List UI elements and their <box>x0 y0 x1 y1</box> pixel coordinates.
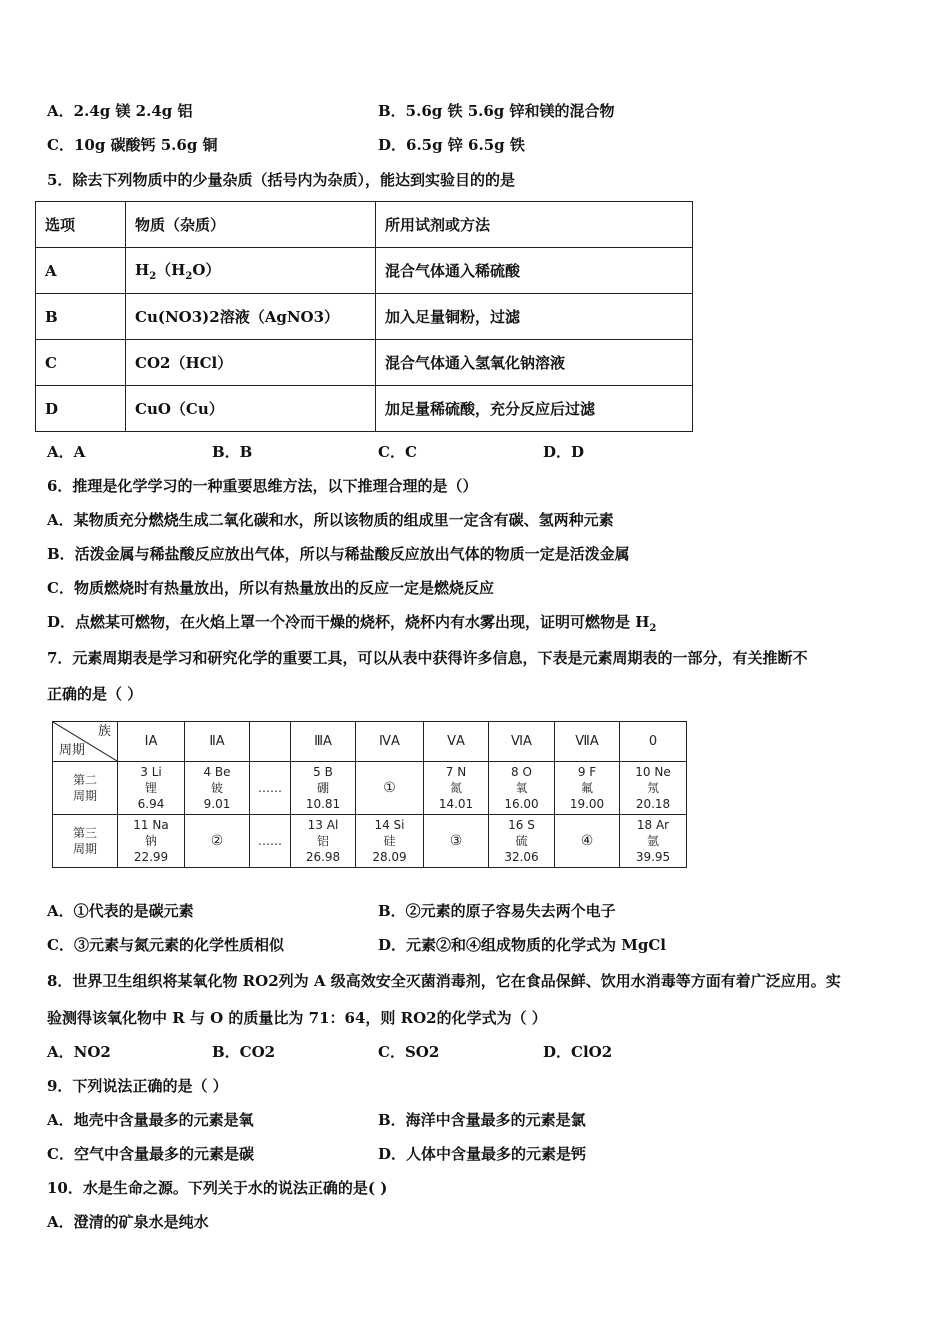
element-o: 8 O 氧 16.00 <box>489 762 555 815</box>
q5-row-c-method: 混合气体通入氢氧化钠溶液 <box>376 340 693 386</box>
group-gap <box>250 722 291 762</box>
q5-row-d-method: 加足量稀硫酸，充分反应后过滤 <box>376 386 693 432</box>
q5-row-d-option: D <box>36 386 126 432</box>
q7-option-c: C．③元素与氮元素的化学性质相似 <box>47 936 284 954</box>
q9-option-b: B．海洋中含量最多的元素是氯 <box>378 1111 586 1129</box>
element-na: 11 Na 钠 22.99 <box>118 815 185 868</box>
period-label: 周期 <box>59 743 86 758</box>
q8-option-d: D．ClO2 <box>543 1043 613 1061</box>
q5-row-c-substance: CO2（HCl） <box>126 340 376 386</box>
q5-answer-b: B．B <box>212 443 253 461</box>
q5-row-a-substance: $H_2(H_2O)$ <box>126 248 376 294</box>
q5-header-substance: 物质（杂质） <box>126 202 376 248</box>
q8-option-a: A．NO2 <box>47 1043 111 1061</box>
q5-answer-c: C．C <box>378 443 417 461</box>
q5-answer-a: A．A <box>47 443 86 461</box>
element-f: 9 F 氟 19.00 <box>555 762 620 815</box>
period-2-label: 第二 周期 <box>53 762 118 815</box>
q9-option-c: C．空气中含量最多的元素是碳 <box>47 1145 254 1163</box>
q7-option-a: A．①代表的是碳元素 <box>47 902 194 920</box>
group-0: 0 <box>620 722 687 762</box>
element-ar: 18 Ar 氩 39.95 <box>620 815 687 868</box>
q5-header-method: 所用试剂或方法 <box>376 202 693 248</box>
q6-option-b: B．活泼金属与稀盐酸反应放出气体，所以与稀盐酸反应放出气体的物质一定是活泼金属 <box>47 545 630 563</box>
element-be: 4 Be 铍 9.01 <box>185 762 250 815</box>
q7-stem-line2: 正确的是（ ） <box>47 685 143 703</box>
q5-row-c-option: C <box>36 340 126 386</box>
group-2a: ⅡA <box>185 722 250 762</box>
q5-table <box>35 201 693 432</box>
q4-option-b: B．5.6g 铁 5.6g 锌和镁的混合物 <box>378 102 615 120</box>
q9-option-a: A．地壳中含量最多的元素是氧 <box>47 1111 254 1129</box>
q5-row-b-option: B <box>36 294 126 340</box>
group-5a: ⅤA <box>424 722 489 762</box>
q6-option-d: D．点燃某可燃物，在火焰上罩一个冷而干燥的烧杯，烧杯内有水雾出现，证明可燃物是 $H_2$ <box>47 613 657 634</box>
q8-option-b: B．CO2 <box>212 1043 276 1061</box>
group-3a: ⅢA <box>291 722 356 762</box>
periodic-header-corner <box>53 722 118 762</box>
group-4a: ⅣA <box>356 722 424 762</box>
q5-row-b-method: 加入足量铜粉，过滤 <box>376 294 693 340</box>
group-1a: ⅠA <box>118 722 185 762</box>
q4-option-d: D．6.5g 锌 6.5g 铁 <box>378 136 525 154</box>
q5-row-b-substance: Cu(NO3)2溶液（AgNO3） <box>126 294 376 340</box>
element-mark-3: ③ <box>424 815 489 868</box>
element-s: 16 S 硫 32.06 <box>489 815 555 868</box>
q8-stem-line1: 8．世界卫生组织将某氧化物 RO2列为 A 级高效安全灭菌消毒剂，它在食品保鲜、饮用水消毒等方面有着广泛应用。实 <box>47 972 841 990</box>
q4-option-c: C．10g 碳酸钙 5.6g 铜 <box>47 136 218 154</box>
element-mark-2: ② <box>185 815 250 868</box>
q10-stem: 10．水是生命之源。下列关于水的说法正确的是( ) <box>47 1179 388 1197</box>
element-n: 7 N 氮 14.01 <box>424 762 489 815</box>
q9-option-d: D．人体中含量最多的元素是钙 <box>378 1145 587 1163</box>
q8-option-c: C．SO2 <box>378 1043 440 1061</box>
q5-stem: 5．除去下列物质中的少量杂质（括号内为杂质），能达到实验目的的是 <box>47 171 515 189</box>
q6-option-a: A．某物质充分燃烧生成二氧化碳和水，所以该物质的组成里一定含有碳、氢两种元素 <box>47 511 614 529</box>
q6-option-c: C．物质燃烧时有热量放出，所以有热量放出的反应一定是燃烧反应 <box>47 579 494 597</box>
periodic-table <box>52 721 687 868</box>
element-si: 14 Si 硅 28.09 <box>356 815 424 868</box>
q4-option-a: A．2.4g 镁 2.4g 铝 <box>47 102 193 120</box>
group-6a: ⅥA <box>489 722 555 762</box>
q5-header-option: 选项 <box>36 202 126 248</box>
element-al: 13 Al 铝 26.98 <box>291 815 356 868</box>
element-mark-4: ④ <box>555 815 620 868</box>
q10-option-a: A．澄清的矿泉水是纯水 <box>47 1213 209 1231</box>
group-label: 族 <box>97 724 111 739</box>
ellipsis-row2: …… <box>250 762 291 815</box>
group-7a: ⅦA <box>555 722 620 762</box>
q5-row-d-substance: CuO（Cu） <box>126 386 376 432</box>
element-b: 5 B 硼 10.81 <box>291 762 356 815</box>
ellipsis-row3: …… <box>250 815 291 868</box>
period-3-label: 第三 周期 <box>53 815 118 868</box>
element-mark-1: ① <box>356 762 424 815</box>
q8-stem-line2: 验测得该氧化物中 R 与 O 的质量比为 71：64，则 RO2的化学式为（ ） <box>47 1009 547 1027</box>
q5-row-a-method: 混合气体通入稀硫酸 <box>376 248 693 294</box>
q5-row-a-option: A <box>36 248 126 294</box>
q7-stem-line1: 7．元素周期表是学习和研究化学的重要工具，可以从表中获得许多信息，下表是元素周期表的一部分，有关推断不 <box>47 649 808 667</box>
q6-stem: 6．推理是化学学习的一种重要思维方法，以下推理合理的是（） <box>47 477 478 495</box>
q9-stem: 9．下列说法正确的是（ ） <box>47 1077 228 1095</box>
q7-option-b: B．②元素的原子容易失去两个电子 <box>378 902 616 920</box>
element-li: 3 Li 锂 6.94 <box>118 762 185 815</box>
element-ne: 10 Ne 氖 20.18 <box>620 762 687 815</box>
q7-option-d: D．元素②和④组成物质的化学式为 MgCl <box>378 936 666 954</box>
q5-answer-d: D．D <box>543 443 585 461</box>
